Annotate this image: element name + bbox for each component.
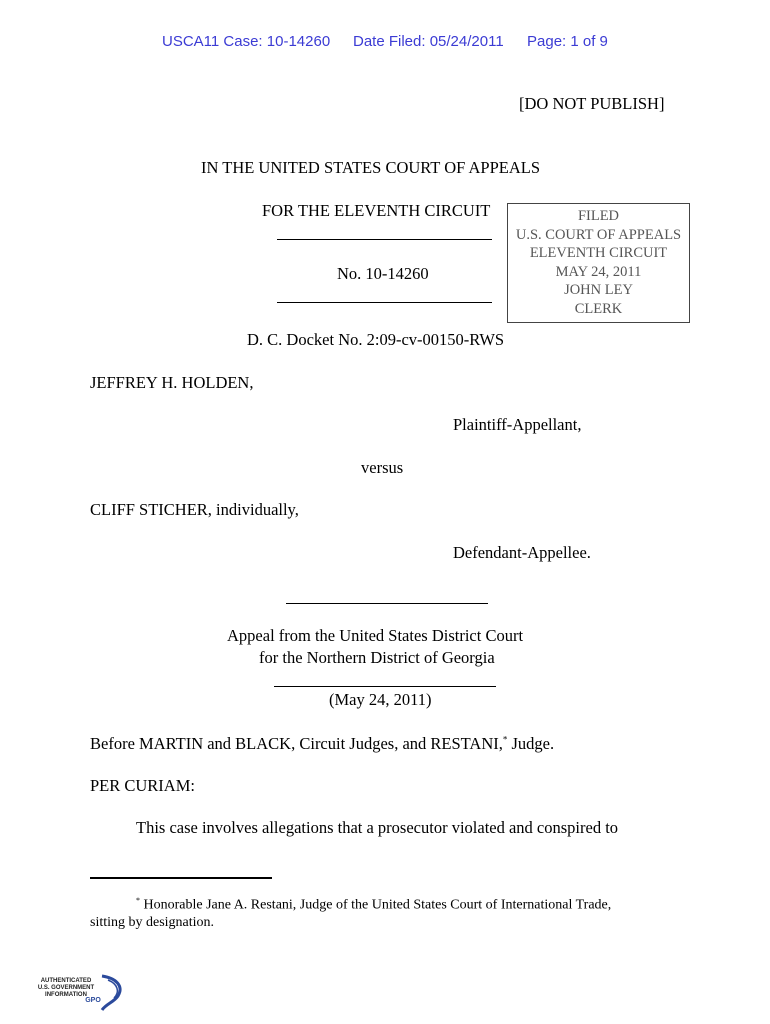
opinion-paragraph: This case involves allegations that a prosecutor violated and conspired to (136, 818, 619, 837)
case-number: No. 10-14260 (337, 264, 429, 283)
divider-line (277, 302, 492, 303)
seal-line2: U.S. GOVERNMENT (37, 985, 95, 991)
panel-line (90, 734, 554, 754)
gpo-authentication-seal (37, 972, 134, 1016)
court-title-line1: IN THE UNITED STATES COURT OF APPEALS (201, 158, 541, 177)
versus: versus (361, 458, 404, 477)
plaintiff-role: Plaintiff-Appellant, (453, 415, 582, 434)
appeal-line1: Appeal from the United States District Court (227, 626, 524, 645)
seal-line1: AUTHENTICATED (40, 978, 92, 984)
stamp-filed: FILED (577, 208, 620, 224)
divider-line (277, 239, 492, 240)
header-page: Page: 1 of 9 (527, 33, 608, 50)
per-curiam: PER CURIAM: (90, 776, 195, 795)
seal-line4: GPO (85, 997, 101, 1004)
footnote-line2: sitting by designation. (90, 915, 215, 930)
court-title-line2: FOR THE ELEVENTH CIRCUIT (262, 201, 491, 220)
seal-line3: INFORMATION (45, 992, 87, 998)
defendant-name: CLIFF STICHER, individually, (90, 500, 299, 519)
footnote-rule (90, 877, 272, 879)
divider-line (274, 686, 496, 687)
stamp-circuit: ELEVENTH CIRCUIT (529, 245, 668, 262)
footnote-line1 (136, 896, 611, 914)
stamp-court: U.S. COURT OF APPEALS (515, 226, 682, 243)
divider-line (286, 603, 488, 604)
filed-stamp (507, 203, 690, 323)
header-date-filed: Date Filed: 05/24/2011 (353, 33, 504, 50)
stamp-clerk-title: CLERK (574, 300, 623, 317)
footnote-mark: * (136, 896, 140, 905)
publish-note: [DO NOT PUBLISH] (519, 94, 665, 113)
panel-judges: Before MARTIN and BLACK, Circuit Judges, and RESTANI, (90, 734, 503, 753)
panel-judge-suffix: Judge. (507, 734, 555, 753)
appeal-line2: for the Northern District of Georgia (259, 648, 495, 667)
footnote-marker: * (502, 734, 508, 745)
stamp-clerk-name: JOHN LEY (564, 282, 633, 299)
defendant-role: Defendant-Appellee. (453, 543, 591, 562)
header-case: USCA11 Case: 10-14260 (162, 33, 331, 50)
stamp-date: MAY 24, 2011 (555, 263, 642, 280)
opinion-date: (May 24, 2011) (329, 690, 432, 709)
docket-number: D. C. Docket No. 2:09-cv-00150-RWS (247, 330, 505, 349)
footnote-text: Honorable Jane A. Restani, Judge of the United States Court of International Trade, (140, 897, 612, 913)
plaintiff-name: JEFFREY H. HOLDEN, (90, 373, 254, 392)
